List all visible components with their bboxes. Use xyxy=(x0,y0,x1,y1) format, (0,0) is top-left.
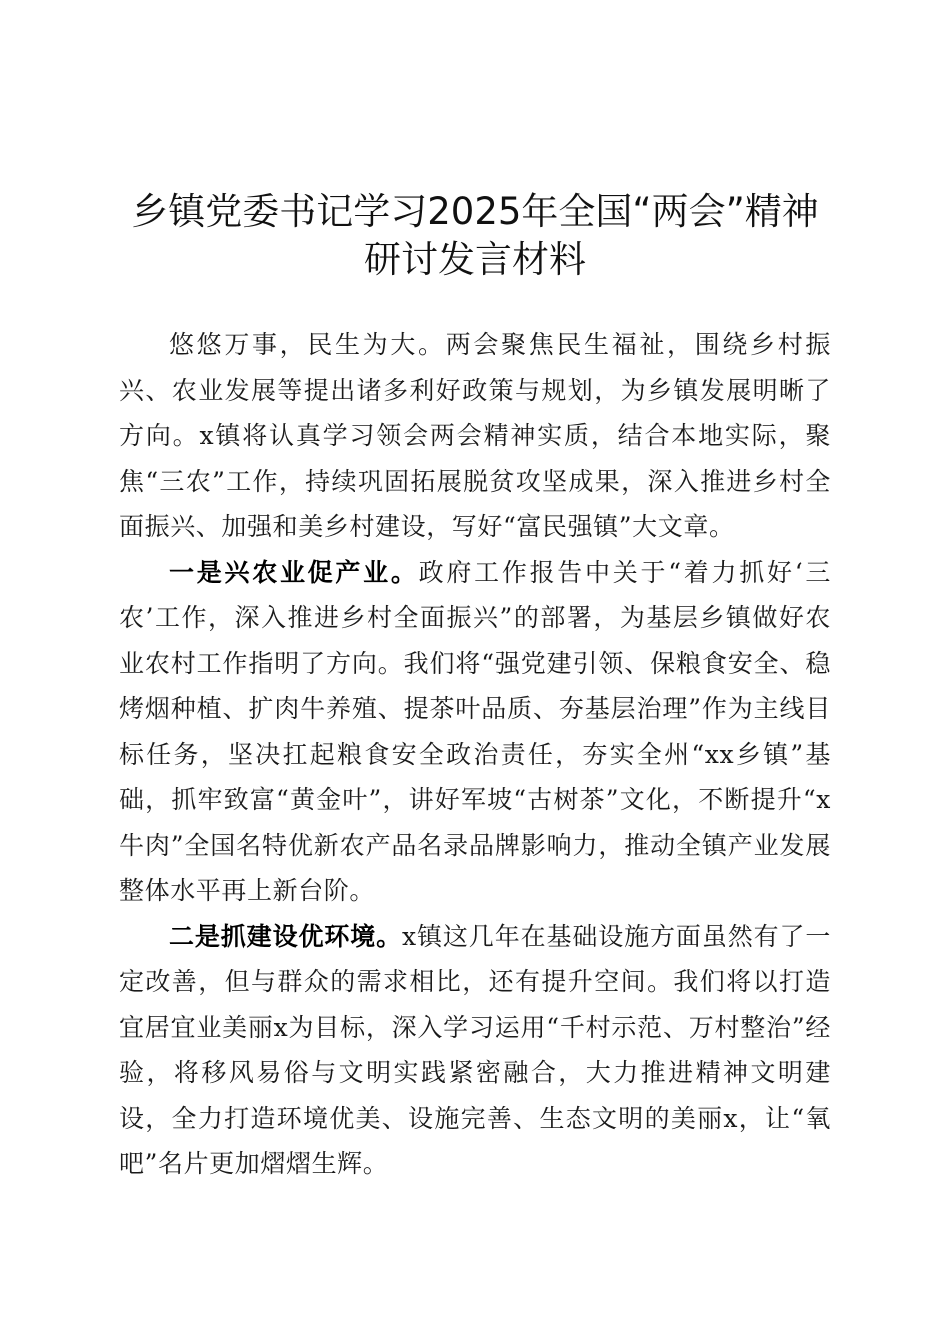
document-title xyxy=(60,188,890,284)
paragraph-environment xyxy=(119,914,831,1187)
document-body xyxy=(119,322,831,1187)
paragraph-text: x镇这几年在基础设施方面虽然有了一定改善，但与群众的需求相比，还有提升空间。我们将以打造宜居宜业美丽x为目标，深入学习运用“千村示范、万村整治”经验，将移风易俗与文明实践紧密融合，大力推进精神文明建设，全力打造环境优美、设施完善、生态文明的美丽x，让“氧吧”名片更加熠熠生辉。 xyxy=(119,921,831,1178)
paragraph-intro xyxy=(119,322,831,550)
paragraph-text: 政府工作报告中关于“着力抓好‘三农’工作，深入推进乡村全面振兴”的部署，为基层乡镇做好农业农村工作指明了方向。我们将“强党建引领、保粮食安全、稳烤烟种植、扩肉牛养殖、提茶叶品质、夯基层治理”作为主线目标任务，坚决扛起粮食安全政治责任，夯实全州“xx乡镇”基础，抓牢致富“黄金叶”，讲好军坡“古树茶”文化，不断提升“x牛肉”全国名特优新农产品名录品牌影响力，推动全镇产业发展整体水平再上新台阶。 xyxy=(119,557,831,905)
paragraph-lead: 一是兴农业促产业。 xyxy=(169,557,419,587)
title-line-2: 研讨发言材料 xyxy=(364,238,586,281)
paragraph-industry xyxy=(119,550,831,914)
paragraph-lead: 二是抓建设优环境。 xyxy=(169,921,403,951)
title-line-1: 乡镇党委书记学习2025年全国“两会”精神 xyxy=(131,190,819,233)
paragraph-text: 悠悠万事，民生为大。两会聚焦民生福祉，围绕乡村振兴、农业发展等提出诸多利好政策与规划，为乡镇发展明晰了方向。x镇将认真学习领会两会精神实质，结合本地实际，聚焦“三农”工作，持续巩固拓展脱贫攻坚成果，深入推进乡村全面振兴、加强和美乡村建设，写好“富民强镇”大文章。 xyxy=(119,330,831,541)
